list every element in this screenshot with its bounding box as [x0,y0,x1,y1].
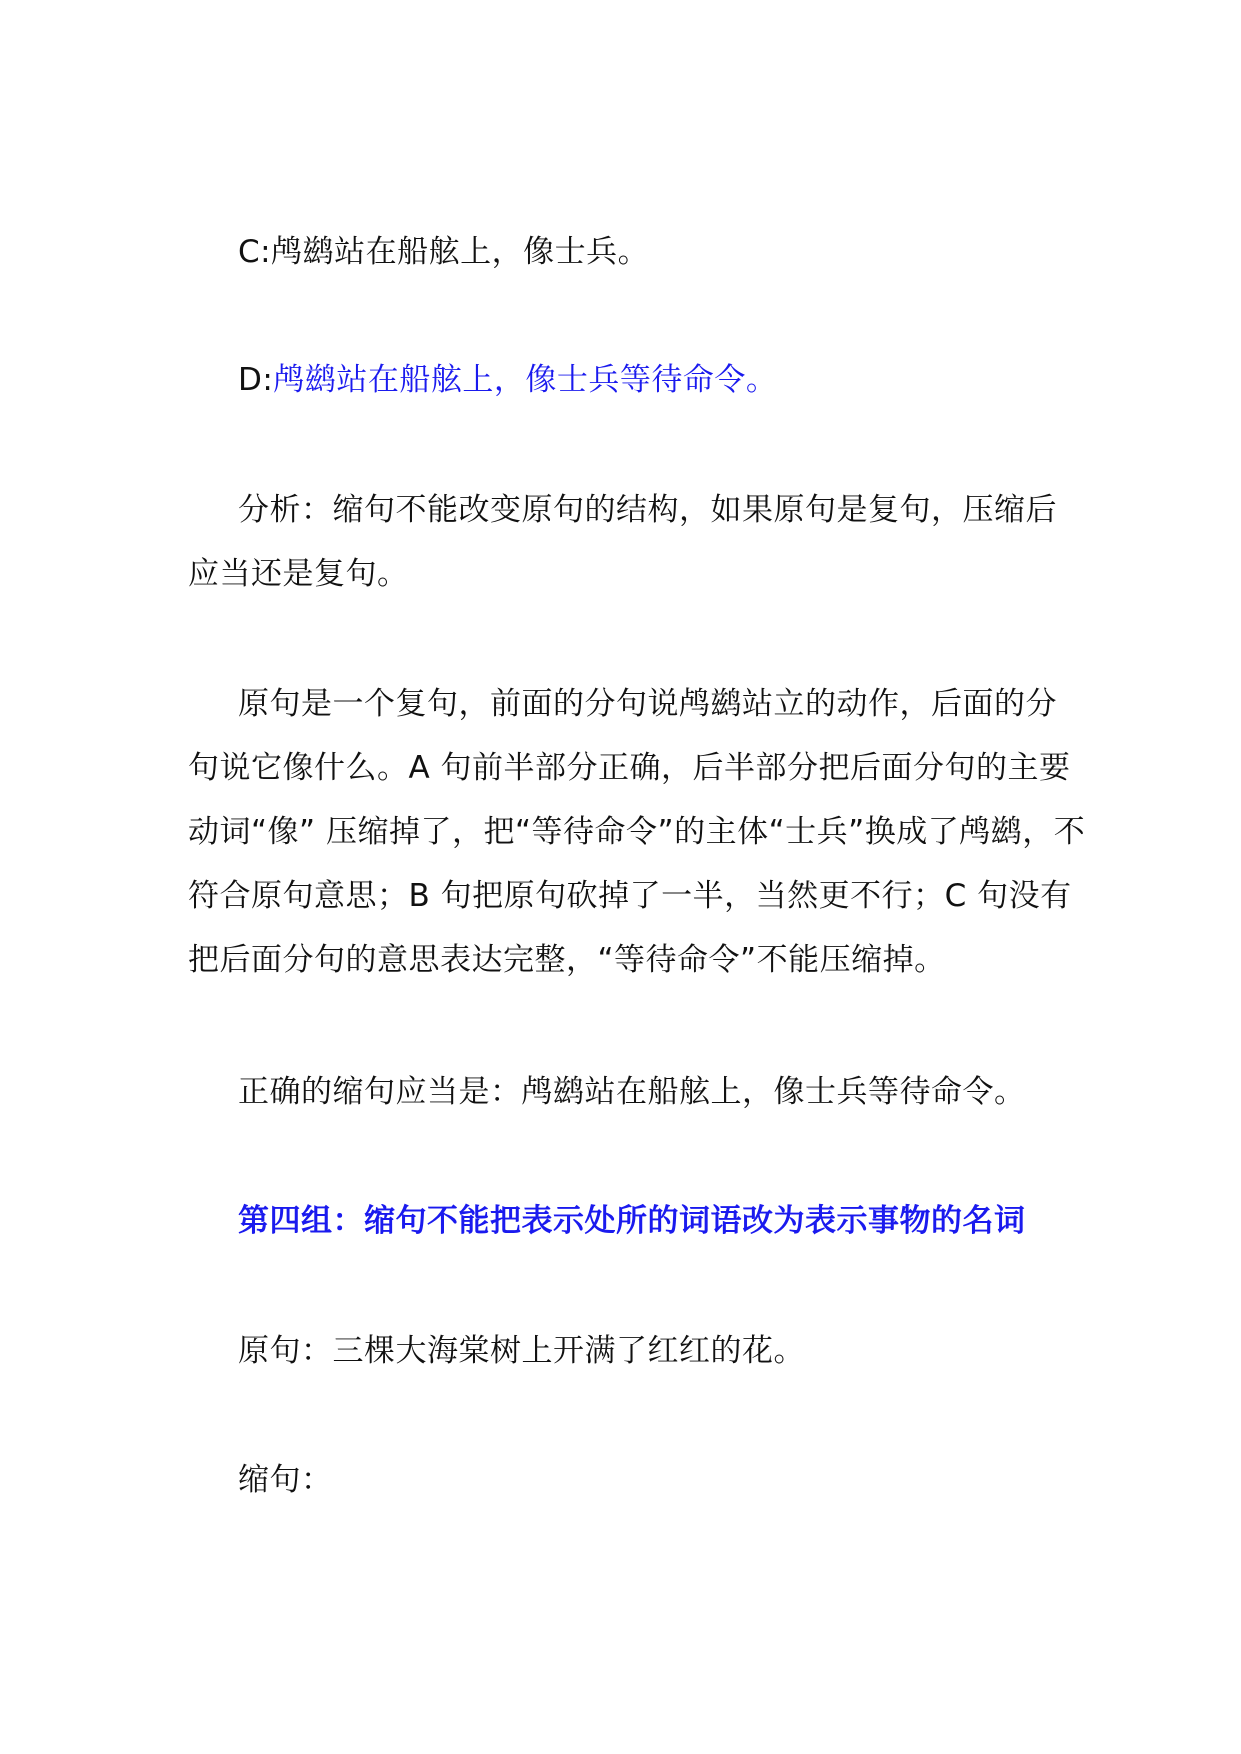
explanation-line-3: 动词“像” 压缩掉了，把“等待命令”的主体“士兵”换成了鸬鹚，不 [188,814,1086,850]
option-c [238,232,649,272]
option-c-text: 鸬鹚站在船舷上，像士兵。 [271,234,650,270]
original-sentence: 原句：三棵大海棠树上开满了红红的花。 [238,1333,805,1369]
explanation-line-1: 原句是一个复句，前面的分句说鸬鹚站立的动作，后面的分 [238,686,1057,722]
analysis-line-1: 分析：缩句不能改变原句的结构，如果原句是复句，压缩后 [238,492,1057,528]
explanation-line-4: 符合原句意思；B 句把原句砍掉了一半，当然更不行；C 句没有 [188,878,1072,914]
group4-heading: 第四组：缩句不能把表示处所的词语改为表示事物的名词 [238,1203,1026,1239]
explanation-line-5: 把后面分句的意思表达完整，“等待命令”不能压缩掉。 [188,942,946,978]
option-d-text: 鸬鹚站在船舷上，像士兵等待命令。 [273,362,778,398]
option-c-prefix: C: [238,234,272,270]
correct-answer: 正确的缩句应当是：鸬鹚站在船舷上，像士兵等待命令。 [238,1074,1026,1110]
analysis-line-2: 应当还是复句。 [188,556,409,592]
option-d [238,360,777,400]
shrink-label: 缩句： [238,1462,333,1498]
option-d-prefix: D: [238,362,274,398]
explanation-line-2: 句说它像什么。A 句前半部分正确，后半部分把后面分句的主要 [188,750,1071,786]
